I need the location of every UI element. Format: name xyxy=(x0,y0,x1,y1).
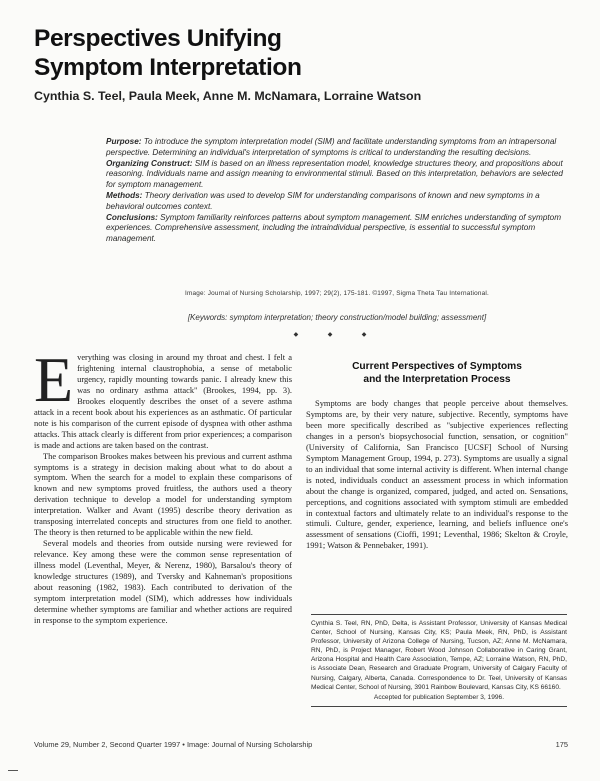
organizing-text: SIM is based on an illness representation model, knowledge structures theory, and propositions about reasoning. Individuals name and assign meaning to environmental stimuli. Based on this interpretation, behaviors are selected for symptom management. xyxy=(106,158,563,190)
author-bio-text: Cynthia S. Teel, RN, PhD, Delta, is Assistant Professor, University of Kansas Medical Center, School of Nursing, Kansas City, KS; Paula Meek, RN, PhD, is Assistant Professor, University of Arizona College of Nursing, Tucson, AZ; Anne M. McNamara, RN, PhD, is Project Manager, Robert Wood Johnson Collaborative in Caring Grant, Arizona Hospital and Health Care Association, Tempe, AZ; Lorraine Watson, RN, PhD, is Associate Dean, Research and Graduate Program, University of Calgary Faculty of Nursing, Calgary, Alberta, Canada. Correspondence to Dr. Teel, University of Kansas Medical Center, School of Nursing, 3901 Rainbow Boulevard, Kansas City, KS 66160. xyxy=(311,620,567,691)
page-number: 175 xyxy=(555,740,568,749)
abstract-organizing-construct xyxy=(106,159,568,191)
article-title xyxy=(34,24,574,82)
right-column xyxy=(306,352,568,551)
title-line-2: Symptom Interpretation xyxy=(34,54,302,81)
body-paragraph-1 xyxy=(34,344,292,451)
section-paragraph-1: Symptoms are body changes that people perceive about themselves. Symptoms are, by their very nature, subjective. Recently, symptoms have been more specifically described as "subjective experiences reflecting changes in a person's biopsychosocial function, sensation, or cognition" (University of California, San Francisco [UCSF] School of Nursing Symptom Management Group, 1994, p. 273). Symptoms are usually a signal to an individual that some internal activity is different. When internal change is noted, individuals conduct an assessment process in which information about the change is organized, compared, judged, and acted on. Sensations, perceptions, and cognitions associated with symptom stimuli are embedded in contextual factors and ultimately relate to an individual's response to the stimuli. Culture, gender, experience, learning, and beliefs influence one's assessment of sensations (Cioffi, 1991; Leventhal, 1986; Skelton & Croyle, 1991; Watson & Pennebaker, 1991). xyxy=(306,398,568,551)
section-heading xyxy=(306,360,568,386)
section-heading-line-2: and the Interpretation Process xyxy=(363,374,511,385)
keywords-line: [Keywords: symptom interpretation; theory construction/model building; assessment] xyxy=(187,313,487,322)
methods-label: Methods: xyxy=(106,190,143,200)
abstract-purpose xyxy=(106,137,568,159)
author-list: Cynthia S. Teel, Paula Meek, Anne M. McNamara, Lorraine Watson xyxy=(34,89,422,103)
purpose-label: Purpose: xyxy=(106,137,142,146)
drop-cap: E xyxy=(34,344,74,415)
purpose-text: To introduce the symptom interpretation model (SIM) and facilitate understanding symptoms from an intrapersonal perspective. Determining an individual's interpretation of symptoms is critical to understanding the resulting decisions. xyxy=(106,137,557,157)
abstract xyxy=(106,137,568,245)
body-paragraph-2: The comparison Brookes makes between his previous and current asthma symptoms is a strategy in decision making about what to do about a symptom. When the search for a model to explain these comparisons of known and new symptoms proved fruitless, the authors used a theory derivation technique to develop a model for understanding symptom interpretation. Walker and Avant (1995) describe theory derivation as transposing interrelated concepts and structures from one field to another. The theory is then returned to be applicable within the new field. xyxy=(34,450,292,538)
conclusions-text: Symptom familiarity reinforces patterns about symptom management. SIM enriches understanding of symptom experiences. Comprehensive assessment, including the intraindividual perspective, is essential to successful symptom management. xyxy=(106,212,562,244)
conclusions-label: Conclusions: xyxy=(106,212,158,222)
section-ornament: ◆ ◆ ◆ xyxy=(293,332,381,338)
abstract-methods xyxy=(106,191,568,213)
title-line-1: Perspectives Unifying xyxy=(34,25,282,52)
footer-journal-info: Volume 29, Number 2, Second Quarter 1997 • Image: Journal of Nursing Scholarship xyxy=(34,740,313,749)
abstract-conclusions xyxy=(106,213,568,245)
accepted-date: Accepted for publication September 3, 1996. xyxy=(373,693,505,701)
section-heading-line-1: Current Perspectives of Symptoms xyxy=(352,361,522,372)
page-footer xyxy=(34,740,568,749)
author-bio-box xyxy=(311,614,567,707)
left-column xyxy=(34,344,292,626)
body-paragraph-1-text: verything was closing in around my throat and chest. I felt a frightening internal claustrophobia, a sense of metabolic urgency, rapidly mounting towards panic. I already knew this was no ordinary asthma attack" (Brookes, 1994, pp. 3). Brookes eloquently describes the onset of a severe asthma attack in a recent book about his experiences as an asthmatic. Of particular note is his comparison of the current episode of dyspnea with other asthma attacks. This attack clearly is different from prior experiences; a comparison is made and actions are taken based on the contrast. xyxy=(34,352,292,450)
organizing-label: Organizing Construct: xyxy=(106,158,193,168)
methods-text: Theory derivation was used to develop SIM for understanding comparisons of known and new symptoms in a behavioral outcomes context. xyxy=(106,190,540,211)
margin-mark xyxy=(8,770,18,771)
journal-citation: Image: Journal of Nursing Scholarship, 1997; 29(2), 175-181. ©1997, Sigma Theta Tau International. xyxy=(184,290,489,297)
body-paragraph-3: Several models and theories from outside nursing were reviewed for relevance. Key among these were the common sense representation of illness model (Leventhal, Meyer, & Nerenz, 1980), Barsalou's theory of knowledge structures (1989), and Tversky and Kahneman's propositions about reasoning (1982, 1983). Each contributed to derivation of the symptom interpretation model (SIM), which addresses how individuals determine whether symptoms are familiar and whether actions are required in response to the symptom experience. xyxy=(34,538,292,625)
